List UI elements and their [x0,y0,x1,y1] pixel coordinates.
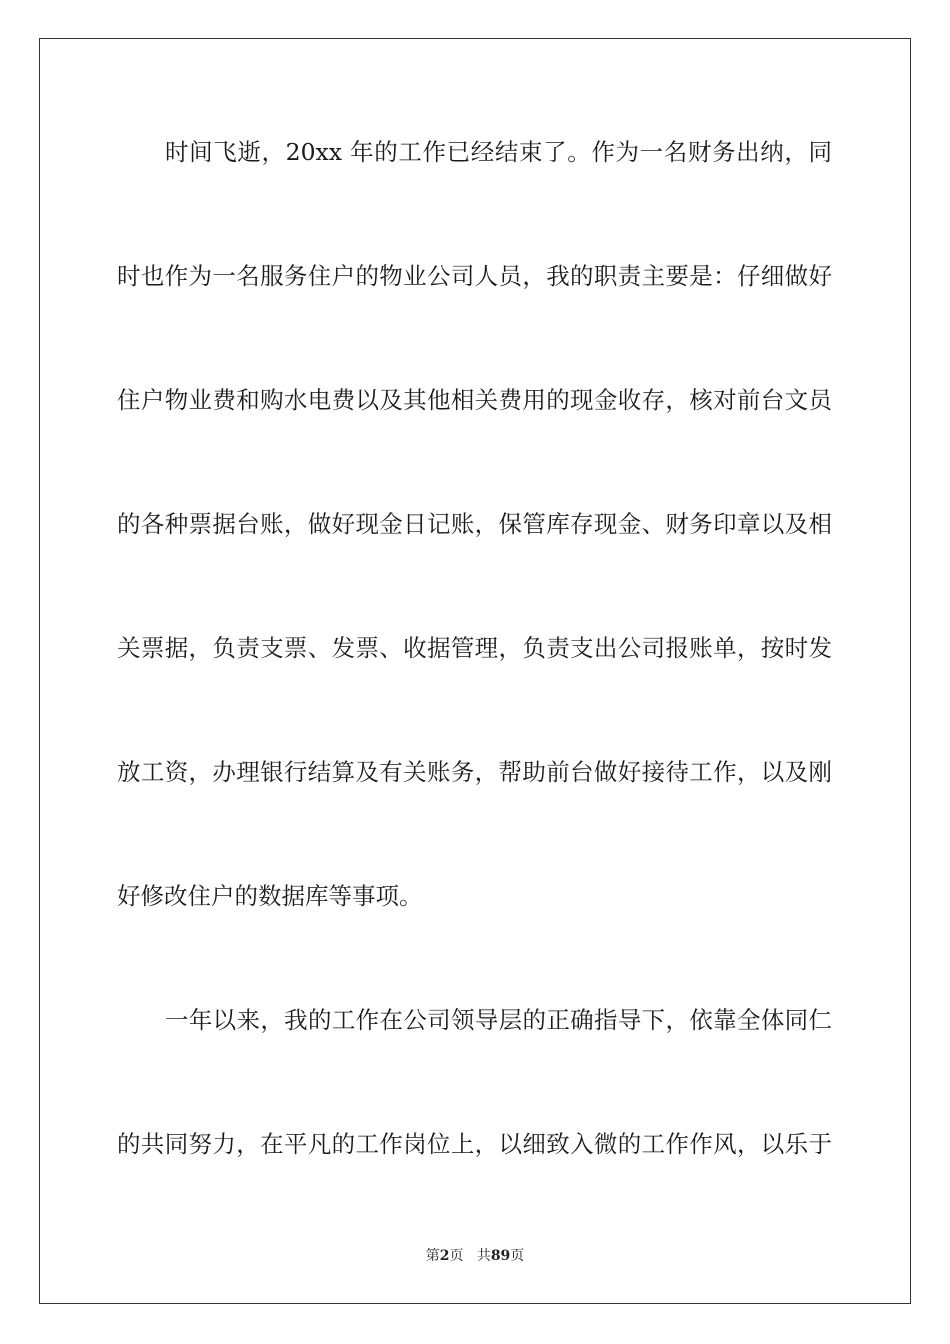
footer-total-prefix: 共 [476,1248,491,1264]
paragraph-1-line-4: 的各种票据台账，做好现金日记账，保管库存现金、财务印章以及相 [117,510,832,538]
paragraph-1-line-6: 放工资，办理银行结算及有关账务，帮助前台做好接待工作，以及刚 [117,758,832,786]
paragraph-1-line-7: 好修改住户的数据库等事项。 [117,882,423,910]
footer-total-suffix: 页 [510,1248,525,1264]
footer-total-number: 89 [490,1248,511,1264]
paragraph-2-line-2: 的共同努力，在平凡的工作岗位上，以细致入微的工作作风，以乐于 [117,1130,832,1158]
footer-page-number: 2 [439,1248,450,1264]
page-footer [0,1246,950,1266]
paragraph-1-line-1: 时间飞逝，20xx 年的工作已经结束了。作为一名财务出纳，同 [165,138,832,166]
paragraph-1-line-3: 住户物业费和购水电费以及其他相关费用的现金收存，核对前台文员 [117,386,832,414]
paragraph-1-line-2: 时也作为一名服务住户的物业公司人员，我的职责主要是：仔细做好 [117,262,832,290]
footer-page-prefix: 第 [425,1248,440,1264]
footer-page-suffix: 页 [449,1248,464,1264]
page-border [39,38,911,1304]
paragraph-1-line-5: 关票据，负责支票、发票、收据管理，负责支出公司报账单，按时发 [117,634,832,662]
paragraph-2-line-1: 一年以来，我的工作在公司领导层的正确指导下，依靠全体同仁 [165,1006,832,1034]
